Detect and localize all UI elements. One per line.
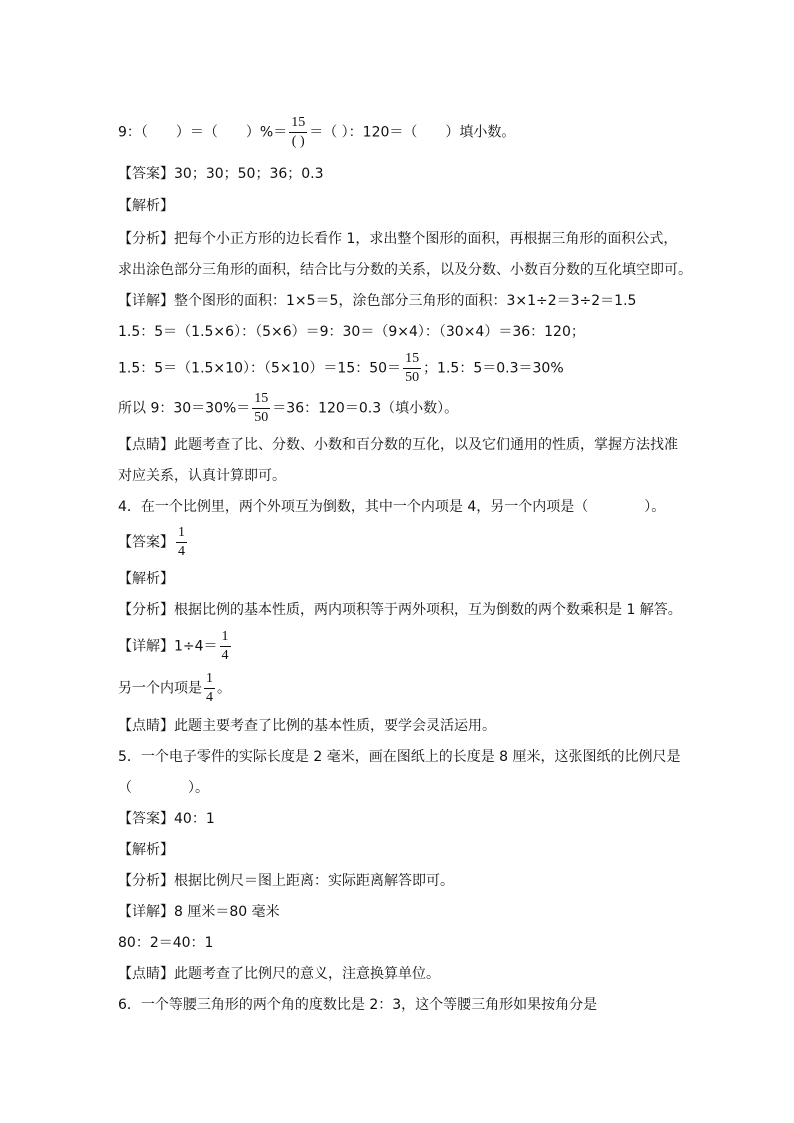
q4-fenxi-text: 根据比例的基本性质，两内项积等于两外项积，互为倒数的两个数乘积是 1 解答。 — [174, 602, 682, 618]
q5-dianjing-text: 此题考查了比例尺的意义，注意换算单位。 — [174, 966, 440, 982]
fraction-denominator: 4 — [206, 690, 213, 705]
q3-fenxi-text-2: 求出涂色部分三角形的面积，结合比与分数的关系，以及分数、小数百分数的互化填空即可。 — [118, 262, 692, 278]
q4-answer-fraction — [176, 524, 187, 561]
fenxi-label: 【分析】 — [118, 231, 174, 247]
q3-text-part2: ＝（ ）：120＝（ ）填小数。 — [309, 124, 516, 141]
fraction-denominator: 50 — [405, 370, 420, 385]
q5-calculation-text: 80：2＝40：1 — [118, 935, 214, 951]
q3-answer-line — [118, 164, 324, 184]
q4-dianjing-text: 此题主要考查了比例的基本性质，要学会灵活运用。 — [174, 718, 496, 734]
q3-dianjing-text-2: 对应关系，认真计算即可。 — [118, 468, 286, 484]
q5-dianjing-line — [118, 964, 440, 984]
q5-fenxi-text: 根据比例尺＝图上距离：实际距离解答即可。 — [174, 873, 454, 889]
analysis-label: 【解析】 — [118, 842, 174, 858]
xiangjie-label: 【详解】 — [118, 904, 174, 920]
analysis-label: 【解析】 — [118, 198, 174, 214]
q4-fenxi-line — [118, 600, 682, 620]
q3-conclusion-text-b: ＝36：120＝0.3（填小数）。 — [272, 400, 459, 417]
fraction-numerator: 1 — [221, 629, 229, 644]
fraction-denominator: 4 — [178, 544, 185, 559]
q3-fraction — [289, 114, 307, 151]
q3-fill-in-line — [118, 114, 515, 151]
q3-fenxi-line-1 — [118, 229, 677, 249]
q3-fraction-denominator: ( ) — [291, 134, 305, 149]
q3-fraction-15-50 — [403, 350, 421, 387]
q4-xiangjie-line — [118, 628, 233, 665]
q5-question-text-1: 5．一个电子零件的实际长度是 2 毫米，画在图纸上的长度是 8 厘米，这张图纸的比例尺是 — [118, 749, 681, 765]
q3-xiangjie-text-2: 1.5：5＝（1.5×6）：（5×6）＝9：30＝（9×4）：（30×4）＝36：120； — [118, 324, 585, 340]
q3-xiangjie-text-1: 整个图形的面积：1×5＝5，涂色部分三角形的面积：3×1÷2＝3÷2＝1.5 — [174, 293, 637, 309]
q6-question — [118, 995, 597, 1015]
xiangjie-label: 【详解】 — [118, 293, 174, 309]
answer-label: 【答案】 — [118, 166, 174, 182]
q5-analysis-heading — [118, 840, 174, 860]
dianjing-label: 【点睛】 — [118, 437, 174, 453]
q5-fenxi-line — [118, 871, 454, 891]
q4-xiangjie-text: 1÷4＝ — [174, 638, 218, 655]
q3-xiangjie-text-3b: ；1.5：5＝0.3＝30% — [423, 360, 564, 377]
q4-analysis-heading — [118, 569, 174, 589]
q4-question-text: 4．在一个比例里，两个外项互为倒数，其中一个内项是 4，另一个内项是（ ）。 — [118, 499, 666, 515]
answer-label: 【答案】 — [118, 534, 174, 551]
q5-calculation-line — [118, 933, 213, 953]
fraction-numerator: 1 — [178, 525, 185, 540]
dianjing-label: 【点睛】 — [118, 966, 174, 982]
dianjing-label: 【点睛】 — [118, 718, 174, 734]
q4-answer-line — [118, 524, 189, 561]
q4-result-line — [118, 670, 231, 707]
q5-xiangjie-text: 8 厘米＝80 毫米 — [174, 904, 280, 920]
analysis-label: 【解析】 — [118, 571, 174, 587]
q5-answer-line — [118, 809, 215, 829]
q3-dianjing-line-1 — [118, 435, 678, 455]
q5-answer: 40：1 — [174, 811, 215, 827]
q3-fraction-numerator: 15 — [291, 115, 306, 130]
q3-xiangjie-line-3 — [118, 350, 564, 387]
fraction-denominator: 4 — [221, 648, 229, 663]
q3-fenxi-text-1: 把每个小正方形的边长看作 1，求出整个图形的面积，再根据三角形的面积公式， — [174, 231, 678, 247]
q4-dianjing-line — [118, 716, 496, 736]
answer-label: 【答案】 — [118, 811, 174, 827]
fraction-denominator: 50 — [254, 410, 269, 425]
q3-dianjing-line-2 — [118, 466, 286, 486]
q3-conclusion-fraction — [252, 390, 270, 427]
q5-question-line-2 — [118, 778, 209, 798]
fraction-numerator: 15 — [254, 391, 269, 406]
q4-result-text-a: 另一个内项是 — [118, 680, 202, 697]
q3-analysis-heading — [118, 196, 174, 216]
q3-fenxi-line-2 — [118, 260, 692, 280]
q6-question-text: 6．一个等腰三角形的两个角的度数比是 2：3，这个等腰三角形如果按角分是 — [118, 997, 598, 1013]
fenxi-label: 【分析】 — [118, 602, 174, 618]
q3-answer: 30；30；50；36；0.3 — [174, 166, 324, 182]
q4-result-fraction — [204, 670, 215, 707]
q3-conclusion-text-a: 所以 9：30＝30%＝ — [118, 400, 251, 417]
fraction-numerator: 1 — [206, 671, 213, 686]
q5-question-line-1 — [118, 747, 681, 767]
q3-text-part1: 9：（ ）＝（ ）%＝ — [118, 124, 288, 141]
q3-xiangjie-line-2 — [118, 322, 585, 342]
q5-xiangjie-line — [118, 902, 280, 922]
fraction-numerator: 15 — [405, 351, 420, 366]
q3-dianjing-text-1: 此题考查了比、分数、小数和百分数的互化，以及它们通用的性质，掌握方法找准 — [174, 437, 678, 453]
xiangjie-label: 【详解】 — [118, 638, 174, 655]
q3-conclusion-line — [118, 390, 458, 427]
q3-xiangjie-line-1 — [118, 291, 636, 311]
fenxi-label: 【分析】 — [118, 873, 174, 889]
q4-question — [118, 497, 665, 517]
q5-question-text-2: （ ）。 — [118, 780, 209, 796]
q4-xiangjie-fraction — [220, 628, 231, 665]
q3-xiangjie-text-3a: 1.5：5＝（1.5×10）：（5×10）＝15：50＝ — [118, 360, 402, 377]
q4-result-text-b: 。 — [217, 680, 231, 697]
